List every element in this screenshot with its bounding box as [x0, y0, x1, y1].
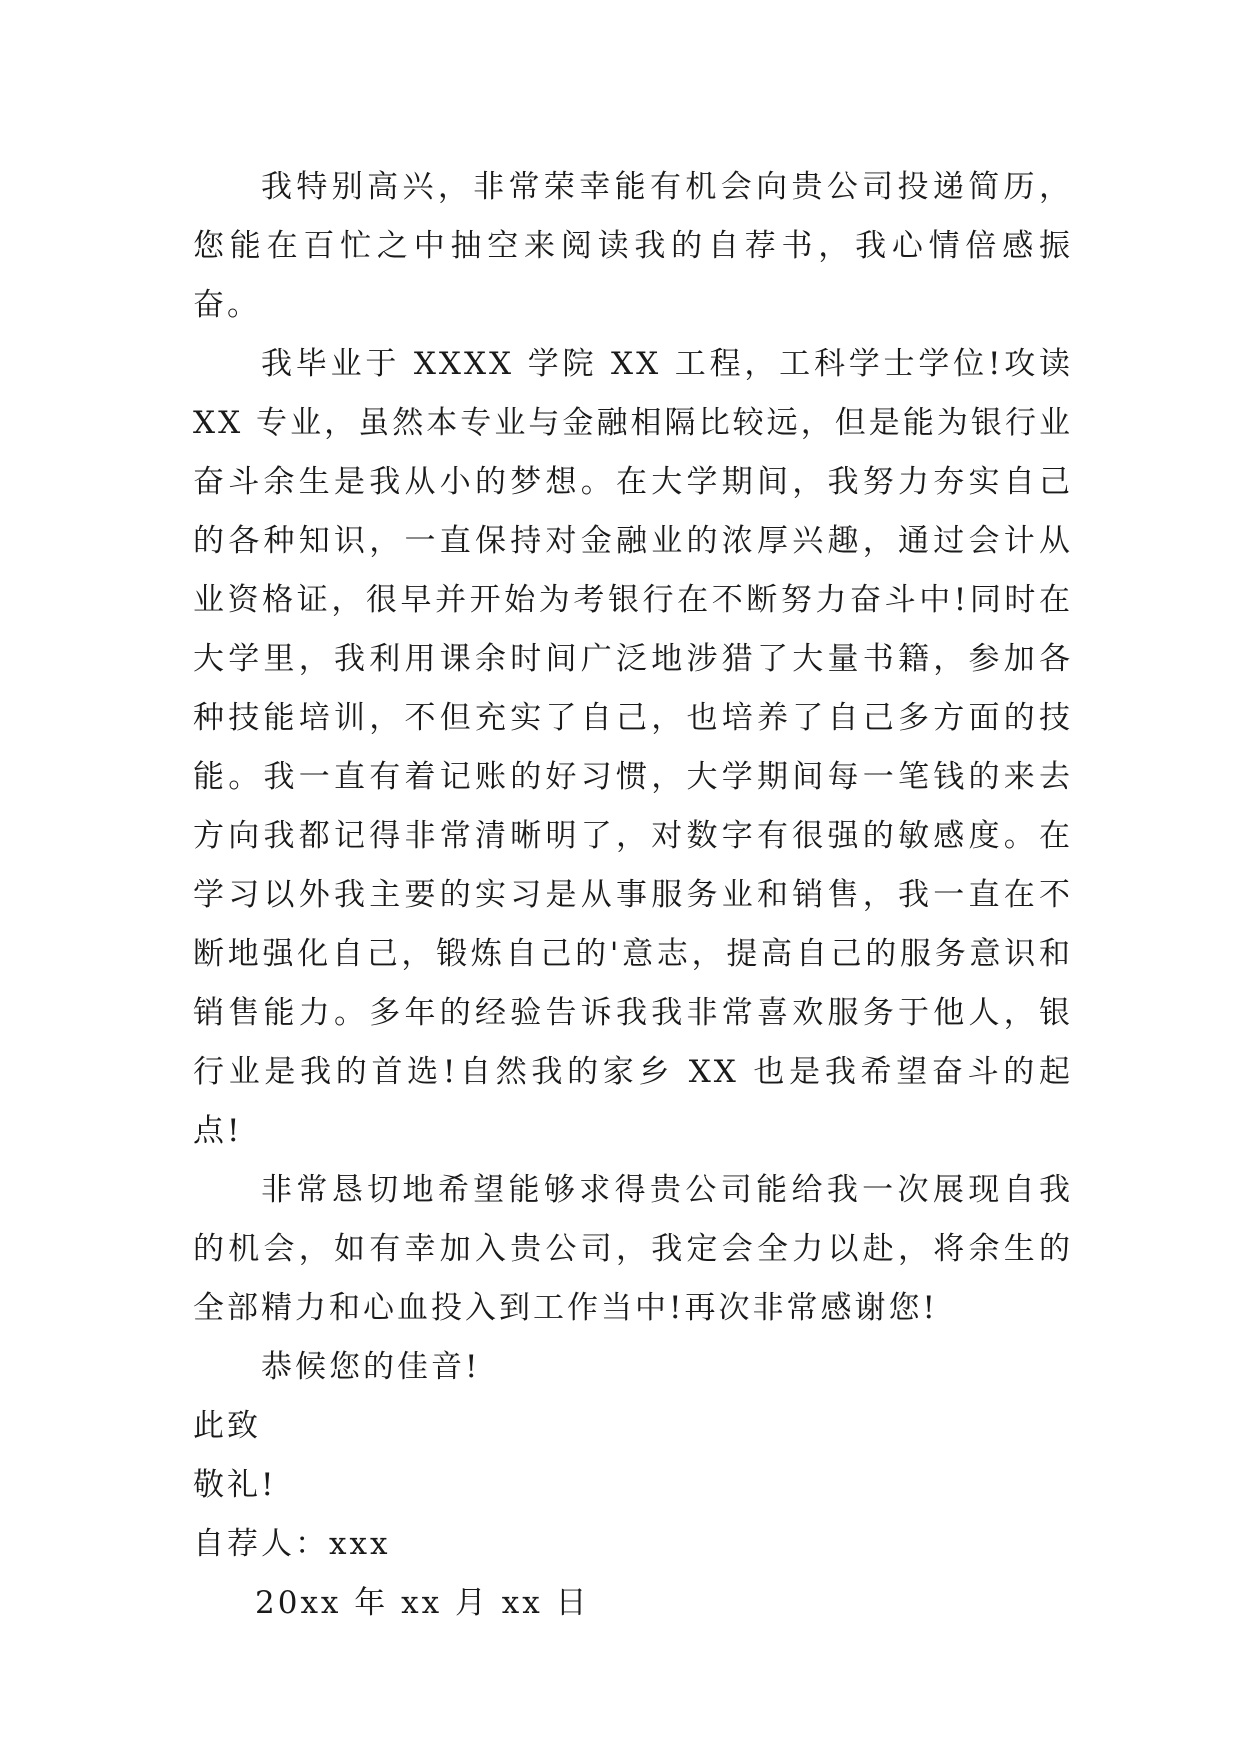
salutation-line: 敬礼! [193, 1467, 277, 1503]
date-line: 20xx 年 xx 月 xx 日 [255, 1585, 590, 1621]
background-paragraph: 我毕业于 XXXX 学院 XX 工程，工科学士学位!攻读 XX 专业，虽然本专业与金融相隔比较远，但是能为银行业奋斗余生是我从小的梦想。在大学期间，我努力夯实自己的各种知识，一直保持对金融业的浓厚兴趣，通过会计从业资格证，很早并开始为考银行在不断努力奋斗中!同时在大学里，我利用课余时间广泛地涉猎了大量书籍，参加各种技能培训，不但充实了自己，也培养了自己多方面的技能。我一直有着记账的好习惯，大学期间每一笔钱的来去方向我都记得非常清晰明了，对数字有很强的敏感度。在学习以外我主要的实习是从事服务业和销售，我一直在不断地强化自己，锻炼自己的'意志，提高自己的服务意识和销售能力。多年的经验告诉我我非常喜欢服务于他人，银行业是我的首选!自然我的家乡 XX 也是我希望奋斗的起点! [193, 346, 1073, 1149]
request-paragraph: 非常恳切地希望能够求得贵公司能给我一次展现自我的机会，如有幸加入贵公司，我定会全力以赴，将余生的全部精力和心血投入到工作当中!再次非常感谢您! [193, 1172, 1073, 1326]
letter-body [193, 158, 1073, 1633]
closing-line: 此致 [193, 1408, 261, 1444]
signature-line: 自荐人：xxx [193, 1526, 391, 1562]
await-reply-line: 恭候您的佳音! [261, 1349, 481, 1385]
intro-paragraph: 我特别高兴，非常荣幸能有机会向贵公司投递简历，您能在百忙之中抽空来阅读我的自荐书，我心情倍感振奋。 [193, 169, 1073, 323]
